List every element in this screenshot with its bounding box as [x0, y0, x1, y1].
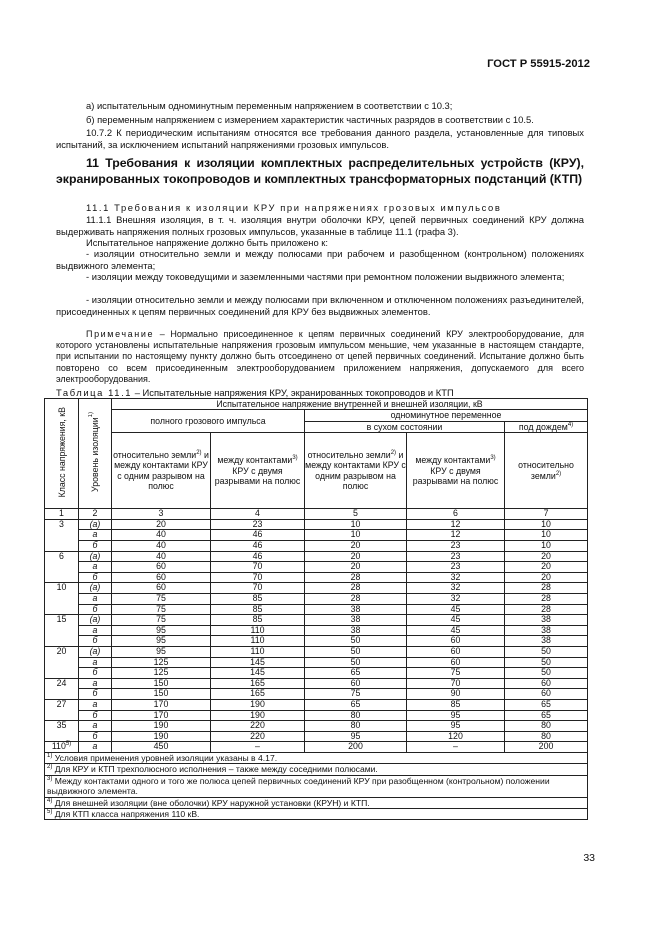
- table-row: [45, 519, 588, 530]
- table-row: [45, 593, 588, 604]
- voltage-value-cell: 110: [211, 636, 305, 647]
- voltage-value-cell: 40: [112, 530, 211, 541]
- voltage-value-cell: 23: [211, 519, 305, 530]
- voltage-value-cell: 10: [505, 519, 588, 530]
- voltage-value-cell: 38: [505, 636, 588, 647]
- voltage-value-cell: 85: [211, 604, 305, 615]
- footnote: $^{3)}$ Между контактами одного и того же полюса цепей первичных соединений КРУ при разобщенном (контрольном) положении выдвижного элемента.: [45, 775, 588, 797]
- voltage-value-cell: 50: [305, 657, 407, 668]
- voltage-value-cell: 190: [112, 731, 211, 742]
- table-row: [45, 625, 588, 636]
- intro-line: Испытательное напряжение должно быть приложено к:: [86, 237, 328, 248]
- voltage-value-cell: 23: [407, 562, 505, 573]
- voltage-value-cell: 190: [112, 721, 211, 732]
- table-row: [45, 657, 588, 668]
- voltage-value-cell: 60: [505, 678, 588, 689]
- voltage-value-cell: 38: [505, 625, 588, 636]
- header-ac: одноминутное переменное: [305, 410, 588, 421]
- header-col3: относительно земли$^{2)}$ и между контактами КРУ с одним разрывом на полюс: [112, 433, 211, 509]
- voltage-value-cell: 28: [305, 572, 407, 583]
- insulation-level-cell: б: [79, 636, 112, 647]
- voltage-value-cell: 80: [305, 721, 407, 732]
- voltage-value-cell: 40: [112, 541, 211, 552]
- table-row: [45, 742, 588, 753]
- table-row: [45, 636, 588, 647]
- note: [56, 329, 584, 385]
- insulation-level-cell: а: [79, 593, 112, 604]
- voltage-value-cell: 200: [505, 742, 588, 753]
- header-col7: относительно земли$^{2)}$: [505, 433, 588, 509]
- voltage-value-cell: 46: [211, 541, 305, 552]
- voltage-value-cell: 38: [505, 615, 588, 626]
- voltage-value-cell: 120: [407, 731, 505, 742]
- voltage-value-cell: 80: [305, 710, 407, 721]
- voltage-value-cell: 90: [407, 689, 505, 700]
- voltage-value-cell: 70: [211, 562, 305, 573]
- table-row: [45, 615, 588, 626]
- footnote: $^{4)}$ Для внешней изоляции (вне оболочки) КРУ наружной установки (КРУН) и КТП.: [45, 797, 588, 808]
- table-row: [45, 572, 588, 583]
- voltage-value-cell: 28: [505, 593, 588, 604]
- insulation-level-cell: а: [79, 699, 112, 710]
- voltage-value-cell: 450: [112, 742, 211, 753]
- voltage-value-cell: 65: [305, 699, 407, 710]
- table-row: [45, 604, 588, 615]
- voltage-class-cell: 15: [45, 615, 79, 647]
- voltage-value-cell: 125: [112, 668, 211, 679]
- insulation-level-cell: б: [79, 710, 112, 721]
- voltage-value-cell: 10: [305, 530, 407, 541]
- header-dry: в сухом состоянии: [305, 421, 505, 432]
- header-col5: относительно земли$^{2)}$ и между контактами КРУ с одним разрывом на полюс: [305, 433, 407, 509]
- section-title: 11 Требования к изоляции комплектных распределительных устройств (КРУ), экранированных токопроводов и комплектных трансформаторных подстанций (КТП): [56, 156, 584, 186]
- insulation-level-cell: а: [79, 678, 112, 689]
- insulation-level-cell: а: [79, 625, 112, 636]
- voltage-value-cell: 220: [211, 721, 305, 732]
- voltage-value-cell: 60: [407, 646, 505, 657]
- voltage-value-cell: 38: [305, 615, 407, 626]
- header-voltage-class: Класс напряжения, кВ: [45, 399, 79, 509]
- voltage-class-cell: 110$^{5)}$: [45, 742, 79, 753]
- voltage-value-cell: 23: [407, 541, 505, 552]
- voltage-value-cell: 60: [305, 678, 407, 689]
- voltage-value-cell: 50: [505, 646, 588, 657]
- table-row: [45, 668, 588, 679]
- header-impulse: полного грозового импульса: [112, 410, 305, 433]
- insulation-level-cell: а: [79, 530, 112, 541]
- table-row: [45, 689, 588, 700]
- voltage-value-cell: 40: [112, 551, 211, 562]
- table-row: [45, 530, 588, 541]
- dash-item-2: - изоляции между токоведущими и заземленными частями при ремонтном положении выдвижного элемента;: [86, 271, 565, 282]
- insulation-level-cell: а: [79, 721, 112, 732]
- table-row: [45, 699, 588, 710]
- table-row: [45, 551, 588, 562]
- voltage-value-cell: 190: [211, 710, 305, 721]
- voltage-value-cell: 70: [407, 678, 505, 689]
- voltage-value-cell: 60: [407, 636, 505, 647]
- voltage-value-cell: 220: [211, 731, 305, 742]
- insulation-level-cell: б: [79, 731, 112, 742]
- insulation-level-cell: б: [79, 668, 112, 679]
- table-row: [45, 710, 588, 721]
- voltage-value-cell: 20: [305, 551, 407, 562]
- voltage-value-cell: –: [407, 742, 505, 753]
- voltage-value-cell: 60: [112, 583, 211, 594]
- voltage-value-cell: 32: [407, 583, 505, 594]
- table-footnotes: [45, 752, 588, 819]
- voltage-value-cell: 45: [407, 625, 505, 636]
- subsection-title: 11.1 Требования к изоляции КРУ при напряжениях грозовых импульсов: [86, 202, 502, 213]
- insulation-level-cell: а: [79, 742, 112, 753]
- voltage-value-cell: 85: [211, 593, 305, 604]
- voltage-value-cell: 95: [407, 710, 505, 721]
- voltage-value-cell: 50: [305, 636, 407, 647]
- table-data: [45, 519, 588, 752]
- insulation-level-cell: б: [79, 541, 112, 552]
- table-row: [45, 646, 588, 657]
- voltage-class-cell: 24: [45, 678, 79, 699]
- voltage-value-cell: 75: [305, 689, 407, 700]
- voltage-value-cell: 12: [407, 519, 505, 530]
- table-row: [45, 562, 588, 573]
- voltage-class-cell: 20: [45, 646, 79, 678]
- voltage-value-cell: 60: [112, 572, 211, 583]
- table-row: [45, 583, 588, 594]
- column-numbers-row: 1 2 3 4 5 6 7: [45, 509, 588, 520]
- item-b: б) переменным напряжением с измерением характеристик частичных разрядов в соответствии с 10.5.: [86, 114, 534, 125]
- voltage-value-cell: 95: [407, 721, 505, 732]
- voltage-value-cell: 70: [211, 572, 305, 583]
- voltage-value-cell: 165: [211, 689, 305, 700]
- insulation-level-cell: б: [79, 572, 112, 583]
- header-rain: под дождем$^{4)}$: [505, 421, 588, 432]
- voltage-value-cell: 60: [505, 689, 588, 700]
- voltage-value-cell: 65: [505, 699, 588, 710]
- voltage-value-cell: 150: [112, 678, 211, 689]
- voltage-class-cell: 35: [45, 721, 79, 742]
- voltage-value-cell: 32: [407, 593, 505, 604]
- voltage-value-cell: 28: [305, 593, 407, 604]
- voltage-value-cell: 20: [305, 562, 407, 573]
- voltage-value-cell: 70: [211, 583, 305, 594]
- voltage-value-cell: 85: [211, 615, 305, 626]
- caption-text: – Испытательные напряжения КРУ, экранированных токопроводов и КТП: [132, 387, 454, 398]
- voltage-value-cell: 110: [211, 625, 305, 636]
- dash-item-1: - изоляции относительно земли и между полюсами при рабочем и разобщенном (контрольном) положениях выдвижного элемента;: [56, 248, 584, 271]
- voltage-value-cell: 60: [407, 657, 505, 668]
- voltage-value-cell: 20: [505, 562, 588, 573]
- dash-item-3: - изоляции относительно земли и между полюсами при включенном и отключенном положениях разъединителей, присоединенных к цепям первичных соединений для КРУ без выдвижных элементов.: [56, 294, 584, 317]
- voltage-value-cell: –: [211, 742, 305, 753]
- voltage-value-cell: 95: [305, 731, 407, 742]
- table-caption: [56, 387, 454, 398]
- voltage-value-cell: 80: [505, 731, 588, 742]
- voltage-value-cell: 45: [407, 615, 505, 626]
- voltage-value-cell: 32: [407, 572, 505, 583]
- insulation-level-cell: б: [79, 604, 112, 615]
- voltage-value-cell: 45: [407, 604, 505, 615]
- voltage-value-cell: 75: [407, 668, 505, 679]
- voltage-value-cell: 20: [505, 551, 588, 562]
- note-label: Примечание: [86, 329, 155, 339]
- voltage-value-cell: 50: [505, 657, 588, 668]
- voltage-value-cell: 28: [305, 583, 407, 594]
- insulation-level-cell: а: [79, 562, 112, 573]
- paragraph-11-1-1: 11.1.1 Внешняя изоляция, в т. ч. изоляция внутри оболочки КРУ, цепей первичных соединений КРУ должна выдерживать напряжения полных грозовых импульсов, указанные в таблице 11.1 (графа 3).: [56, 214, 584, 237]
- insulation-level-cell: а: [79, 657, 112, 668]
- voltage-value-cell: 46: [211, 551, 305, 562]
- voltage-value-cell: 170: [112, 710, 211, 721]
- voltage-value-cell: 75: [112, 604, 211, 615]
- voltage-value-cell: 50: [505, 668, 588, 679]
- insulation-level-cell: (а): [79, 615, 112, 626]
- voltage-value-cell: 38: [305, 604, 407, 615]
- voltage-value-cell: 50: [305, 646, 407, 657]
- voltage-class-cell: 6: [45, 551, 79, 583]
- voltage-value-cell: 95: [112, 636, 211, 647]
- voltage-class-cell: 27: [45, 699, 79, 720]
- voltage-value-cell: 28: [505, 604, 588, 615]
- insulation-level-cell: (а): [79, 519, 112, 530]
- voltage-value-cell: 170: [112, 699, 211, 710]
- voltage-value-cell: 85: [407, 699, 505, 710]
- voltage-value-cell: 38: [305, 625, 407, 636]
- header-col4: между контактами$^{3)}$ КРУ с двумя разрывами на полюс: [211, 433, 305, 509]
- voltage-value-cell: 10: [505, 541, 588, 552]
- table-row: [45, 731, 588, 742]
- voltage-value-cell: 200: [305, 742, 407, 753]
- header-col6: между контактами$^{3)}$ КРУ с двумя разрывами на полюс: [407, 433, 505, 509]
- voltage-value-cell: 46: [211, 530, 305, 541]
- table-row: [45, 721, 588, 732]
- insulation-level-cell: (а): [79, 583, 112, 594]
- voltage-value-cell: 20: [505, 572, 588, 583]
- paragraph-10-7-2: 10.7.2 К периодическим испытаниям относятся все требования данного раздела, установленные для типовых испытаний, за исключением испытаний напряжениями грозовых импульсов.: [56, 127, 584, 150]
- voltage-value-cell: 65: [505, 710, 588, 721]
- footnote: $^{2)}$ Для КРУ и КТП трехполюсного исполнения – также между соседними полюсами.: [45, 764, 588, 775]
- voltage-value-cell: 10: [305, 519, 407, 530]
- voltage-value-cell: 10: [505, 530, 588, 541]
- voltage-value-cell: 20: [112, 519, 211, 530]
- voltage-class-cell: 3: [45, 519, 79, 551]
- voltage-value-cell: 95: [112, 646, 211, 657]
- page-number: 33: [583, 852, 595, 864]
- voltage-value-cell: 190: [211, 699, 305, 710]
- voltage-value-cell: 145: [211, 657, 305, 668]
- insulation-level-cell: б: [79, 689, 112, 700]
- voltage-value-cell: 75: [112, 615, 211, 626]
- caption-label: Таблица 11.1: [56, 387, 133, 398]
- voltage-class-cell: 10: [45, 583, 79, 615]
- table-row: [45, 541, 588, 552]
- voltage-value-cell: 65: [305, 668, 407, 679]
- item-a: а) испытательным одноминутным переменным напряжением в соответствии с 10.3;: [86, 100, 453, 111]
- test-voltage-table: [44, 398, 588, 820]
- header-test-voltage: Испытательное напряжение внутренней и внешней изоляции, кВ: [112, 399, 588, 410]
- insulation-level-cell: (а): [79, 551, 112, 562]
- insulation-level-cell: (а): [79, 646, 112, 657]
- voltage-value-cell: 145: [211, 668, 305, 679]
- voltage-value-cell: 23: [407, 551, 505, 562]
- voltage-value-cell: 110: [211, 646, 305, 657]
- note-text: – Нормально присоединенное к цепям первичных соединений КРУ электрооборудование, для которого установлены испытательные напряжения грозовым импульсом меньшие, чем указанные в настоящем стандарте, при испытании по настоящему пункту должно быть отсоединено от цепей первичных соединений. Испытание должно быть повторено со всем присоединенным электрооборудованием приложением напряжения, допускаемого для всего электрооборудования.: [56, 329, 584, 384]
- voltage-value-cell: 125: [112, 657, 211, 668]
- header-insulation-level: Уровень изоляции$^{1)}$: [79, 399, 112, 509]
- voltage-value-cell: 150: [112, 689, 211, 700]
- footnote: $^{5)}$ Для КТП класса напряжения 110 кВ.: [45, 808, 588, 819]
- footnote: $^{1)}$ Условия применения уровней изоляции указаны в 4.17.: [45, 752, 588, 763]
- document-code: ГОСТ Р 55915-2012: [487, 58, 590, 70]
- voltage-value-cell: 165: [211, 678, 305, 689]
- voltage-value-cell: 95: [112, 625, 211, 636]
- voltage-value-cell: 12: [407, 530, 505, 541]
- voltage-value-cell: 60: [112, 562, 211, 573]
- voltage-value-cell: 28: [505, 583, 588, 594]
- voltage-value-cell: 80: [505, 721, 588, 732]
- table-row: [45, 678, 588, 689]
- voltage-value-cell: 75: [112, 593, 211, 604]
- voltage-value-cell: 20: [305, 541, 407, 552]
